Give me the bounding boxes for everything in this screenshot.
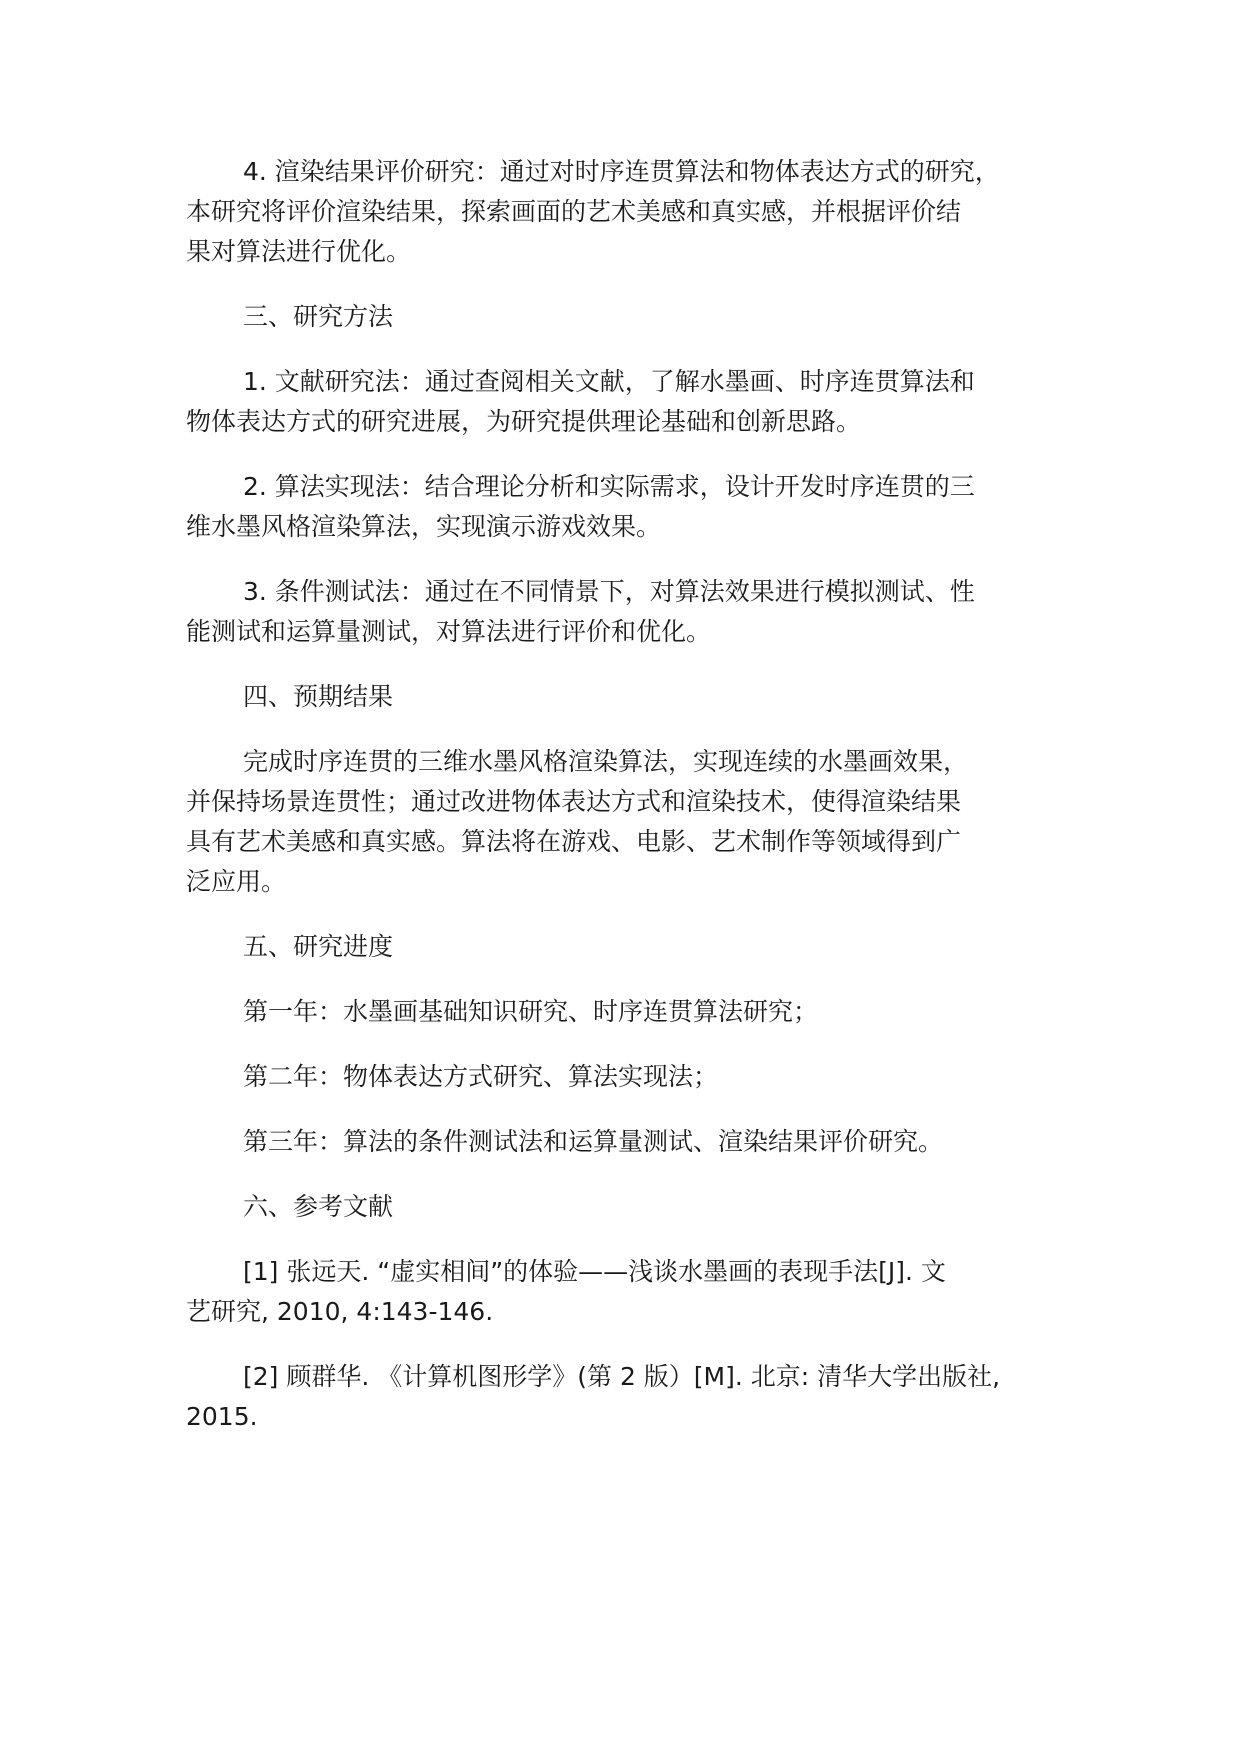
text-line: 2015. (186, 1402, 258, 1431)
paragraph-testing-method (186, 572, 1086, 652)
text-line: 本研究将评价渲染结果，探索画面的艺术美感和真实感，并根据评价结 (186, 197, 962, 226)
text-line: [2] 顾群华. 《计算机图形学》(第 2 版）[M]. 北京: 清华大学出版社, (243, 1362, 1001, 1391)
section-heading-research-progress (186, 927, 1086, 967)
text-line: 并保持场景连贯性；通过改进物体表达方式和渲染技术，使得渲染结果 (186, 787, 962, 816)
document-body (186, 152, 1086, 1462)
text-line: 1. 文献研究法：通过查阅相关文献，了解水墨画、时序连贯算法和 (243, 367, 975, 396)
paragraph-rendering-evaluation (186, 152, 1086, 272)
text-line: 果对算法进行优化。 (186, 237, 412, 266)
heading-text: 六、参考文献 (243, 1192, 394, 1221)
text-line: 第二年：物体表达方式研究、算法实现法； (243, 1062, 719, 1091)
section-heading-expected-results (186, 677, 1086, 717)
reference-item-2 (186, 1357, 1086, 1437)
section-heading-references (186, 1187, 1086, 1227)
reference-item-1 (186, 1252, 1086, 1332)
text-line: 4. 渲染结果评价研究：通过对时序连贯算法和物体表达方式的研究， (243, 157, 1000, 186)
text-line: 艺研究, 2010, 4:143-146. (186, 1297, 494, 1326)
paragraph-expected-results (186, 742, 1086, 902)
paragraph-year-two (186, 1057, 1086, 1097)
text-line: 第一年：水墨画基础知识研究、时序连贯算法研究； (243, 997, 819, 1026)
heading-text: 三、研究方法 (243, 302, 394, 331)
text-line: 第三年：算法的条件测试法和运算量测试、渲染结果评价研究。 (243, 1127, 944, 1156)
text-line: 具有艺术美感和真实感。算法将在游戏、电影、艺术制作等领域得到广 (186, 827, 962, 856)
paragraph-algorithm-method (186, 467, 1086, 547)
text-line: 能测试和运算量测试，对算法进行评价和优化。 (186, 617, 712, 646)
text-line: 3. 条件测试法：通过在不同情景下，对算法效果进行模拟测试、性 (243, 577, 975, 606)
text-line: [1] 张远天. “虚实相间”的体验——浅谈水墨画的表现手法[J]. 文 (243, 1257, 946, 1286)
text-line: 2. 算法实现法：结合理论分析和实际需求，设计开发时序连贯的三 (243, 472, 975, 501)
paragraph-year-three (186, 1122, 1086, 1162)
text-line: 物体表达方式的研究进展，为研究提供理论基础和创新思路。 (186, 407, 862, 436)
text-line: 维水墨风格渲染算法，实现演示游戏效果。 (186, 512, 662, 541)
text-line: 完成时序连贯的三维水墨风格渲染算法，实现连续的水墨画效果， (243, 747, 969, 776)
heading-text: 五、研究进度 (243, 932, 394, 961)
section-heading-research-methods (186, 297, 1086, 337)
paragraph-literature-method (186, 362, 1086, 442)
heading-text: 四、预期结果 (243, 682, 394, 711)
text-line: 泛应用。 (186, 867, 287, 896)
paragraph-year-one (186, 992, 1086, 1032)
